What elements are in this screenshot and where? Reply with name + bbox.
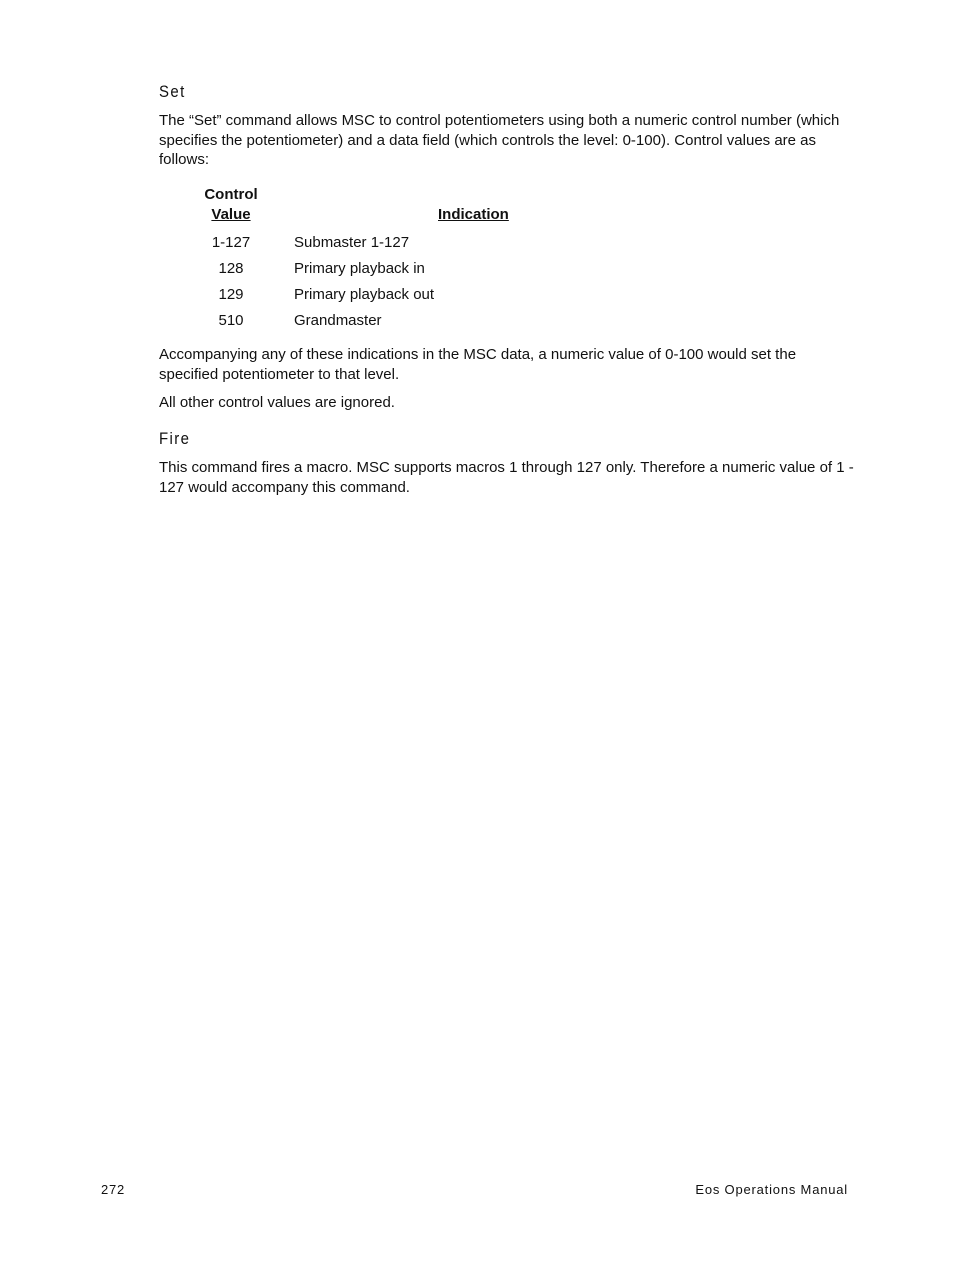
table-cell-value: 510	[218, 312, 244, 329]
set-intro-paragraph: The “Set” command allows MSC to control potentiometers using both a numeric control number (which specifies the potentiometer) and a data field (which controls the level: 0-100). Control values are as follows:	[159, 112, 840, 168]
table-row	[190, 285, 570, 311]
table-header-value-label: Value	[211, 206, 251, 223]
table-cell-indication: Submaster 1-127	[294, 234, 410, 251]
table-header-control-value	[190, 185, 272, 225]
table-header-control-label: Control	[204, 186, 258, 203]
table-row	[190, 233, 570, 259]
table-cell-value: 128	[218, 260, 244, 277]
table-cell-value: 1-127	[211, 234, 251, 251]
table-row	[190, 259, 570, 285]
table-header-indication: Indication	[438, 206, 509, 223]
table-cell-indication: Primary playback out	[294, 286, 435, 303]
table-cell-value: 129	[218, 286, 244, 303]
fire-paragraph: This command fires a macro. MSC supports macros 1 through 127 only. Therefore a numeric value of 1 - 127 would accompany this command.	[159, 459, 854, 496]
manual-title: Eos Operations Manual	[695, 1182, 848, 1197]
set-potentiometer-paragraph: Accompanying any of these indications in the MSC data, a numeric value of 0-100 would set the specified potentiometer to that level.	[159, 346, 797, 383]
set-ignored-paragraph: All other control values are ignored.	[159, 394, 395, 411]
table-row	[190, 311, 570, 337]
fire-heading: Fire	[159, 429, 191, 448]
page-number: 272	[101, 1182, 126, 1197]
table-cell-indication: Primary playback in	[294, 260, 425, 277]
table-cell-indication: Grandmaster	[294, 312, 382, 329]
set-heading: Set	[159, 82, 186, 101]
